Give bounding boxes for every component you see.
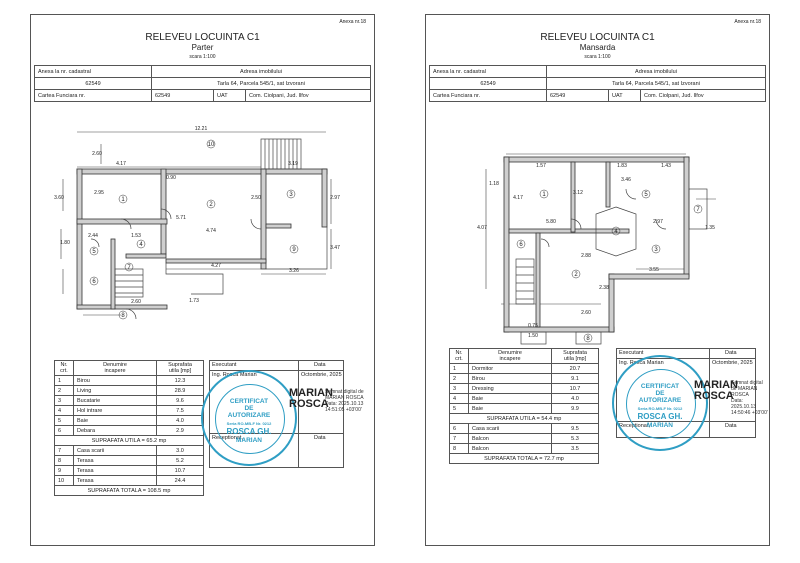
sheet-title: RELEVEU LOCUINTA C1 (540, 32, 655, 43)
dim-label: 2.88 (581, 253, 591, 259)
address-value: Tarla 64, Parcela 545/1, sat Izvorani (152, 78, 371, 90)
reception-date-label: Data (725, 423, 737, 429)
room-number: 6 (92, 279, 96, 285)
dim-label: 3.55 (649, 267, 659, 273)
header-name-2: incapere (499, 356, 521, 362)
dim-label: 4.27 (211, 263, 221, 269)
authorization-stamp: CERTIFICAT DE AUTORIZARE Seria RO-MB-F Nr. 0212 ROSCA GH. MARIAN (201, 370, 297, 466)
annex-number: Anexa nr.18 (339, 19, 366, 25)
room-number: 7 (696, 207, 700, 213)
dim-label: 4.17 (513, 195, 523, 201)
room-number: 3 (654, 247, 658, 253)
address-label: Adresa imobilului (547, 66, 766, 78)
reception-date-label: Data (314, 435, 326, 441)
room-number: 4 (614, 229, 618, 235)
dim-label: 1.73 (189, 298, 199, 304)
sheet-parter (30, 14, 375, 546)
reception-label: Receptionat, (212, 435, 243, 441)
header-area: Suprafata (563, 350, 587, 356)
dim-label: 12.21 (194, 126, 208, 132)
authorization-stamp: CERTIFICAT DE AUTORIZARE Seria RO-MB-F Nr. 0212 ROSCA GH. MARIAN (612, 355, 708, 451)
header-crt: crt. (60, 368, 68, 374)
room-number: 7 (127, 265, 131, 271)
table-row: 3 Bucatarie 9.6 (55, 396, 204, 406)
header-name: Denumire (498, 350, 522, 356)
address-value: Tarla 64, Parcela 545/1, sat Izvorani (547, 78, 766, 90)
uat-label: UAT (214, 90, 246, 102)
table-row: 8 Terasa 5.2 (55, 456, 204, 466)
dim-label: 1.35 (705, 225, 715, 231)
date-label: Data (314, 362, 326, 368)
room-number: 8 (586, 336, 590, 342)
floor-plan-parter (31, 119, 374, 349)
dim-label: 4.17 (116, 161, 126, 167)
uat-value: Com. Ciolpani, Jud. Ilfov (246, 90, 371, 102)
cf-value: 62549 (547, 90, 609, 102)
room-number: 1 (542, 192, 546, 198)
table-row: 6 Casa scarii 9.5 (450, 424, 599, 434)
header-crt: crt. (455, 356, 463, 362)
header-area-2: utila [mp] (563, 356, 587, 362)
room-number: 2 (209, 202, 213, 208)
dim-label: 0.75 (528, 323, 538, 329)
dim-label: 2.95 (94, 190, 104, 196)
room-number: 3 (289, 192, 293, 198)
executant-label: Executant (619, 350, 644, 356)
header-name: Denumire (103, 362, 127, 368)
room-number: 1 (121, 197, 125, 203)
room-number: 5 (92, 249, 96, 255)
cadastral-value: 62549 (430, 78, 547, 90)
room-number: 8 (121, 313, 125, 319)
reception-label: Receptionat, (619, 423, 650, 429)
dim-label: 2.60 (581, 310, 591, 316)
dim-label: 1.50 (528, 333, 538, 339)
table-row: 8 Balcon 3.5 (450, 444, 599, 454)
total-area: SUPRAFATA TOTALA = 108.5 mp (55, 486, 204, 496)
useful-area-total: SUPRAFATA UTILA = 54.4 mp (450, 414, 599, 424)
room-number: 9 (292, 247, 296, 253)
dim-label: 3.46 (621, 177, 631, 183)
dim-label: 2.97 (653, 219, 663, 225)
table-row: 5 Baie 4.0 (55, 416, 204, 426)
dim-label: 0.90 (166, 175, 176, 181)
dim-label: 1.83 (617, 163, 627, 169)
table-row: 7 Balcon 5.3 (450, 434, 599, 444)
digital-signature-text: Semnat digital de MARIAN ROSCA Data: 2025.10.13 14:51:05 +03'00' (325, 389, 364, 413)
dim-label: 3.19 (288, 161, 298, 167)
dim-label: 1.57 (536, 163, 546, 169)
table-row: 9 Terasa 10.7 (55, 466, 204, 476)
table-row: 1 Dormitor 20.7 (450, 364, 599, 374)
dim-label: 4.74 (206, 228, 216, 234)
info-table (429, 65, 766, 102)
uat-label: UAT (609, 90, 641, 102)
sheet-scale: scara 1:100 (189, 54, 216, 60)
dim-label: 3.26 (289, 268, 299, 274)
sheet-subtitle: Parter (191, 43, 214, 52)
cf-label: Cartea Funciara nr. (35, 90, 152, 102)
dim-label: 1.53 (131, 233, 141, 239)
table-row: 4 Baie 4.0 (450, 394, 599, 404)
header-area-2: utila [mp] (168, 368, 192, 374)
dim-label: 5.71 (176, 215, 186, 221)
room-number: 6 (519, 242, 523, 248)
date-label: Data (725, 350, 737, 356)
signature-name: MARIAN ROSCA (694, 379, 738, 402)
dim-label: 2.44 (88, 233, 98, 239)
executant-name: Ing. Rosca Marian (619, 360, 664, 366)
dim-label: 1.43 (661, 163, 671, 169)
floor-plan-mansarda (426, 119, 769, 349)
rooms-table (54, 360, 204, 496)
table-row: 2 Living 28.9 (55, 386, 204, 396)
sheet-title: RELEVEU LOCUINTA C1 (145, 32, 260, 43)
room-number: 2 (574, 272, 578, 278)
signature-name: MARIAN ROSCA (289, 387, 333, 410)
table-row: 1 Birou 12.3 (55, 376, 204, 386)
cf-label: Cartea Funciara nr. (430, 90, 547, 102)
executant-label: Executant (212, 362, 237, 368)
info-table (34, 65, 371, 102)
room-number: 5 (644, 192, 648, 198)
dim-label: 2.38 (599, 285, 609, 291)
cadastral-label: Anexa la nr. cadastral (430, 66, 547, 78)
dim-label: 3.47 (330, 245, 340, 251)
dim-label: 3.60 (54, 195, 64, 201)
table-row: 4 Hol intrare 7.5 (55, 406, 204, 416)
cf-value: 62549 (152, 90, 214, 102)
sheet-subtitle: Mansarda (579, 43, 616, 52)
dim-label: 1.18 (489, 181, 499, 187)
dim-label: 2.60 (92, 151, 102, 157)
total-area: SUPRAFATA TOTALA = 72.7 mp (450, 454, 599, 464)
executant-date: Octombrie, 2025 (712, 360, 753, 366)
useful-area-total: SUPRAFATA UTILA = 65.2 mp (55, 436, 204, 446)
table-row: 7 Casa scarii 3.0 (55, 446, 204, 456)
cadastral-label: Anexa la nr. cadastral (35, 66, 152, 78)
digital-signature-text: Semnat digital de MARIAN ROSCA Data: 2025.10.13 14:50:46 +03'00' (731, 380, 768, 416)
annex-number: Anexa nr.18 (734, 19, 761, 25)
header-nr: Nr. (60, 362, 68, 368)
dim-label: 5.80 (546, 219, 556, 225)
dim-label: 2.50 (251, 195, 261, 201)
dim-label: 4.07 (477, 225, 487, 231)
table-row: 6 Debara 2.9 (55, 426, 204, 436)
executant-name: Ing. Rosca Marian (212, 372, 257, 378)
uat-value: Com. Ciolpani, Jud. Ilfov (641, 90, 766, 102)
dim-label: 2.97 (330, 195, 340, 201)
rooms-table (449, 348, 599, 464)
header-area: Suprafata (168, 362, 192, 368)
sheet-scale: scara 1:100 (584, 54, 611, 60)
table-row: 2 Birou 9.1 (450, 374, 599, 384)
room-number: 4 (139, 242, 143, 248)
address-label: Adresa imobilului (152, 66, 371, 78)
executant-date: Octombrie, 2025 (301, 372, 342, 378)
dim-label: 2.60 (131, 299, 141, 305)
room-number: 10 (207, 142, 215, 148)
table-row: 5 Baie 9.9 (450, 404, 599, 414)
table-row: 3 Dressing 10.7 (450, 384, 599, 394)
sheet-mansarda (425, 14, 770, 546)
dim-label: 1.80 (60, 240, 70, 246)
header-nr: Nr. (455, 350, 463, 356)
cadastral-value: 62549 (35, 78, 152, 90)
header-name-2: incapere (104, 368, 126, 374)
dim-label: 3.12 (573, 190, 583, 196)
table-row: 10 Terasa 24.4 (55, 476, 204, 486)
